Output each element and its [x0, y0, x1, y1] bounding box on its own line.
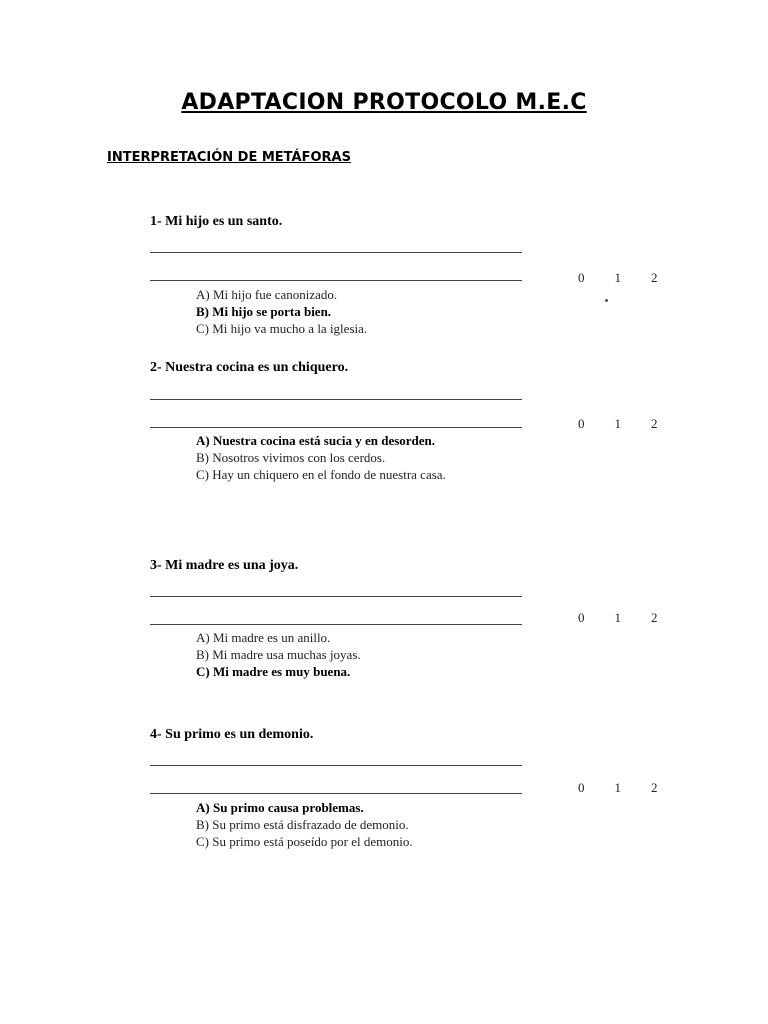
answer-line — [150, 765, 522, 766]
score-scale — [578, 610, 658, 626]
options-list — [196, 629, 361, 680]
question-3 — [150, 558, 690, 688]
option-c: C) Hay un chiquero en el fondo de nuestra casa. — [196, 467, 446, 482]
score-value: 0 — [578, 416, 585, 431]
answer-line — [150, 252, 522, 253]
question-prompt: 4- Su primo es un demonio. — [150, 727, 314, 742]
speck — [605, 299, 608, 302]
question-prompt: 3- Mi madre es una joya. — [150, 558, 299, 573]
score-value: 2 — [651, 610, 658, 625]
answer-line — [150, 793, 522, 794]
score-value: 2 — [651, 416, 658, 431]
score-value: 1 — [614, 270, 621, 285]
option-b: B) Su primo está disfrazado de demonio. — [196, 817, 409, 832]
score-value: 1 — [614, 610, 621, 625]
score-value: 0 — [578, 610, 585, 625]
score-value: 1 — [614, 416, 621, 431]
score-value: 0 — [578, 780, 585, 795]
options-list — [196, 286, 367, 337]
answer-line — [150, 399, 522, 400]
option-b: B) Mi madre usa muchas joyas. — [196, 647, 361, 662]
option-c: C) Mi hijo va mucho a la iglesia. — [196, 321, 368, 336]
option-c: C) Su primo está poseído por el demonio. — [196, 834, 413, 849]
option-a: A) Mi hijo fue canonizado. — [196, 287, 338, 302]
answer-line — [150, 624, 522, 625]
question-4 — [150, 727, 690, 857]
score-value: 2 — [651, 780, 658, 795]
option-b: B) Nosotros vivimos con los cerdos. — [196, 450, 386, 465]
score-value: 1 — [614, 780, 621, 795]
option-b: B) Mi hijo se porta bien. — [196, 304, 332, 319]
options-list — [196, 432, 446, 483]
question-2 — [150, 360, 690, 490]
score-scale — [578, 270, 658, 286]
question-prompt: 1- Mi hijo es un santo. — [150, 214, 283, 229]
option-a: A) Nuestra cocina está sucia y en desorden. — [196, 433, 436, 448]
score-scale — [578, 780, 658, 796]
score-value: 2 — [651, 270, 658, 285]
document-title: ADAPTACION PROTOCOLO M.E.C — [181, 90, 587, 115]
question-1 — [150, 214, 690, 344]
answer-line — [150, 427, 522, 428]
score-scale — [578, 416, 658, 432]
question-prompt: 2- Nuestra cocina es un chiquero. — [150, 360, 349, 375]
answer-line — [150, 596, 522, 597]
option-a: A) Su primo causa problemas. — [196, 800, 364, 815]
option-c: C) Mi madre es muy buena. — [196, 664, 351, 679]
answer-line — [150, 280, 522, 281]
score-value: 0 — [578, 270, 585, 285]
option-a: A) Mi madre es un anillo. — [196, 630, 331, 645]
options-list — [196, 799, 413, 850]
section-heading: INTERPRETACIÓN DE METÁFORAS — [107, 150, 351, 165]
